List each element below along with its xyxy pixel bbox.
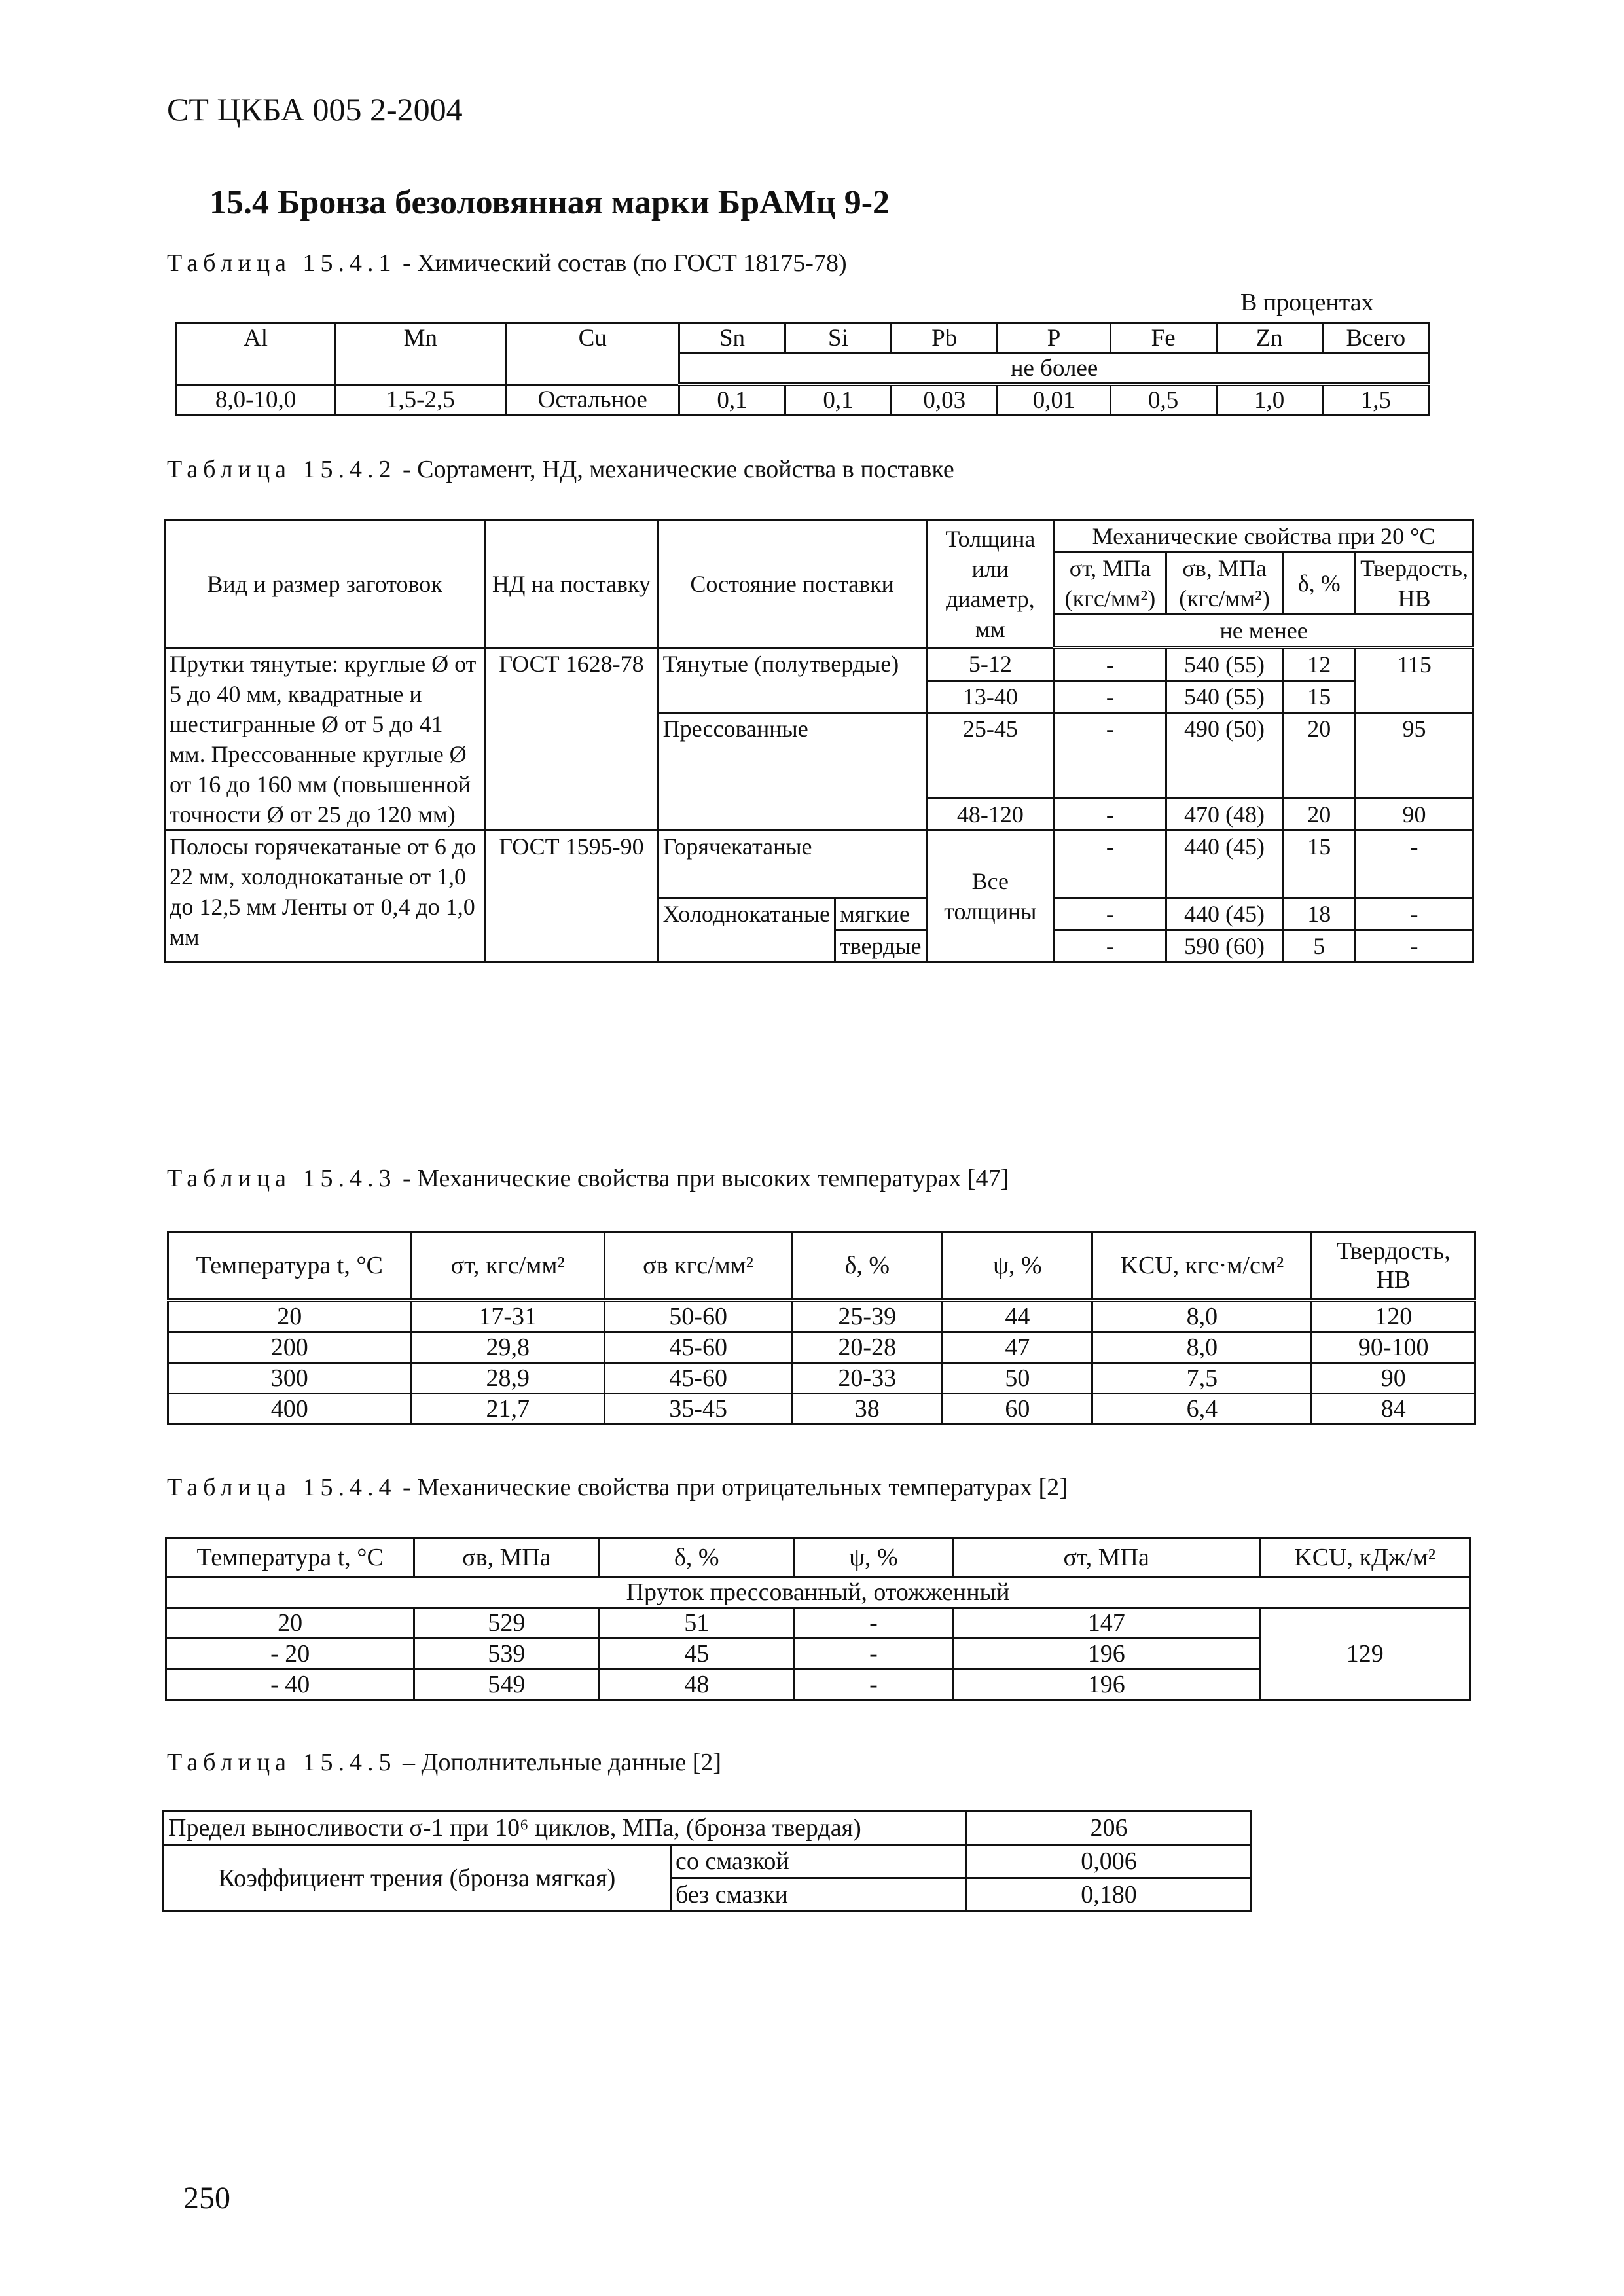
table2-cell: 15 [1283, 681, 1356, 713]
table-row [164, 1812, 1252, 1845]
table4-cell: - [794, 1669, 952, 1700]
table2-state-hard: твердые [835, 930, 927, 962]
table1-header-cell: Si [785, 323, 891, 354]
table3-cell: 8,0 [1092, 1332, 1312, 1363]
table4-cell: - 40 [166, 1669, 414, 1700]
table5-endurance-value: 206 [967, 1812, 1252, 1845]
table-row [164, 1845, 1252, 1878]
table3-header-row [168, 1232, 1475, 1301]
table1-data-row [177, 384, 1430, 416]
table5-without-lubrication-value: 0,180 [967, 1878, 1252, 1912]
table3-cell: 50-60 [605, 1300, 792, 1332]
table2-kind-rods: Прутки тянутые: круглые Ø от 5 до 40 мм, квадратные и шестигранные Ø от 5 до 41 мм. Прессованные круглые Ø от 16 до 160 мм (повышенной точности Ø от 25 до 120 мм) [165, 647, 485, 830]
table5-with-lubrication: со смазкой [671, 1845, 967, 1878]
table-row [168, 1394, 1475, 1425]
table2-header-row [165, 520, 1473, 553]
table1-cell: 0,1 [785, 384, 891, 416]
table2-header-nd: НД на поставку [485, 520, 659, 648]
table1-header-cell: P [998, 323, 1110, 354]
table2-assortment [164, 519, 1474, 963]
table4-cell: 45 [599, 1639, 794, 1669]
table1-header-cell: Al [177, 323, 335, 385]
table3-high-temperature [167, 1231, 1476, 1425]
table1-header-cell: Fe [1110, 323, 1216, 354]
table2-cell: - [1055, 798, 1166, 830]
table2-header-sigma-v: σв, МПа (кгс/мм²) [1166, 553, 1283, 615]
table3-cell: 8,0 [1092, 1300, 1312, 1332]
document-code: СТ ЦКБА 005 2-2004 [167, 91, 463, 128]
table1-units: В процентах [1240, 289, 1374, 316]
table3-cell: 29,8 [411, 1332, 605, 1363]
table1-cell: 0,03 [891, 384, 998, 416]
table1-cell: 8,0-10,0 [177, 384, 335, 416]
table1-header-cell: Всего [1322, 323, 1429, 354]
table4-cell: 48 [599, 1669, 794, 1700]
table4-header-cell: ψ, % [794, 1539, 952, 1577]
table4-low-temperature [165, 1537, 1471, 1701]
table5-friction-label: Коэффициент трения (бронза мягкая) [164, 1845, 671, 1912]
table2-cell: 115 [1356, 647, 1473, 713]
table3-header-cell: Твердость, НВ [1312, 1232, 1475, 1301]
table4-cell: 549 [414, 1669, 599, 1700]
table2-state-pressed: Прессованные [658, 713, 926, 831]
table2-cell: 490 (50) [1166, 713, 1283, 799]
table2-header-thickness: Толщина или диаметр, мм [926, 520, 1055, 648]
table2-cell: - [1055, 713, 1166, 799]
table2-cell: - [1055, 647, 1166, 681]
table2-cell: 18 [1283, 898, 1356, 930]
table2-cell: - [1055, 898, 1166, 930]
table1-header-cell: Pb [891, 323, 998, 354]
table2-cell: - [1055, 930, 1166, 962]
table5-without-lubrication: без смазки [671, 1878, 967, 1912]
table5-caption-label: Таблица 15.4.5 [167, 1749, 397, 1776]
table-row [168, 1332, 1475, 1363]
table-row [168, 1300, 1475, 1332]
table3-cell: 90-100 [1312, 1332, 1475, 1363]
table4-header-row [166, 1539, 1470, 1577]
table3-cell: 45-60 [605, 1332, 792, 1363]
table3-cell: 35-45 [605, 1394, 792, 1425]
table4-header-cell: δ, % [599, 1539, 794, 1577]
table3-cell: 400 [168, 1394, 411, 1425]
table3-cell: 47 [943, 1332, 1092, 1363]
table2-state-cold: Холоднокатаные [658, 898, 835, 962]
table1-caption [167, 249, 847, 278]
table4-cell: 196 [952, 1669, 1260, 1700]
table1-header-cell: Sn [679, 323, 785, 354]
table1-cell: 1,0 [1216, 384, 1322, 416]
table2-caption [167, 455, 954, 484]
table3-header-cell: σт, кгс/мм² [411, 1232, 605, 1301]
table4-group-row [166, 1577, 1470, 1608]
table3-caption-label: Таблица 15.4.3 [167, 1165, 397, 1192]
table4-caption [167, 1473, 1068, 1502]
page-number: 250 [183, 2181, 230, 2215]
table2-cell: 540 (55) [1166, 681, 1283, 713]
table3-caption-text: - Механические свойства при высоких температурах [47] [396, 1165, 1009, 1192]
table2-cell: 20 [1283, 713, 1356, 799]
table2-header-mech: Механические свойства при 20 °С [1055, 520, 1473, 553]
table2-cell: 90 [1356, 798, 1473, 830]
table2-cell: 470 (48) [1166, 798, 1283, 830]
table3-cell: 200 [168, 1332, 411, 1363]
table-row [165, 647, 1473, 681]
table2-state-hot: Горячекатаные [658, 830, 926, 898]
table2-header-kind: Вид и размер заготовок [165, 520, 485, 648]
table2-kind-strips: Полосы горячекатаные от 6 до 22 мм, холоднокатаные от 1,0 до 12,5 мм Ленты от 0,4 до 1,0 мм [165, 830, 485, 962]
table2-header-min: не менее [1055, 615, 1473, 648]
table3-cell: 25-39 [792, 1300, 943, 1332]
table1-cell: 0,5 [1110, 384, 1216, 416]
table3-cell: 50 [943, 1363, 1092, 1394]
table4-kcu-value: 129 [1260, 1608, 1470, 1700]
table5-with-lubrication-value: 0,006 [967, 1845, 1252, 1878]
table3-cell: 21,7 [411, 1394, 605, 1425]
table3-cell: 20 [168, 1300, 411, 1332]
table2-cell: 25-45 [926, 713, 1055, 799]
table3-header-cell: σв кгс/мм² [605, 1232, 792, 1301]
table2-cell: 15 [1283, 830, 1356, 898]
table1-cell: 0,1 [679, 384, 785, 416]
table3-cell: 20-33 [792, 1363, 943, 1394]
table3-caption [167, 1164, 1009, 1193]
table1-header-row [177, 323, 1430, 354]
table2-state-soft: мягкие [835, 898, 927, 930]
table3-cell: 6,4 [1092, 1394, 1312, 1425]
table4-cell: - [794, 1639, 952, 1669]
table1-cell: 0,01 [998, 384, 1110, 416]
table3-header-cell: Температура t, °С [168, 1232, 411, 1301]
table4-cell: - 20 [166, 1639, 414, 1669]
table2-header-state: Состояние поставки [658, 520, 926, 648]
table3-cell: 44 [943, 1300, 1092, 1332]
table5-caption [167, 1748, 721, 1777]
table1-header-cell: Mn [335, 323, 506, 385]
table2-cell: 540 (55) [1166, 647, 1283, 681]
table2-caption-text: - Сортамент, НД, механические свойства в поставке [396, 456, 954, 483]
table2-cell: 48-120 [926, 798, 1055, 830]
table2-cell: 20 [1283, 798, 1356, 830]
table4-cell: 539 [414, 1639, 599, 1669]
table2-cell: 440 (45) [1166, 898, 1283, 930]
table2-cell: 440 (45) [1166, 830, 1283, 898]
table3-cell: 28,9 [411, 1363, 605, 1394]
table3-cell: 7,5 [1092, 1363, 1312, 1394]
table4-cell: 529 [414, 1608, 599, 1639]
table4-header-cell: KCU, кДж/м² [1260, 1539, 1470, 1577]
table3-header-cell: ψ, % [943, 1232, 1092, 1301]
table4-group-label: Пруток прессованный, отожженный [166, 1577, 1470, 1608]
table2-nd-rods: ГОСТ 1628-78 [485, 647, 659, 830]
table3-cell: 45-60 [605, 1363, 792, 1394]
table5-endurance-label: Предел выносливости σ-1 при 10⁶ циклов, МПа, (бронза твердая) [164, 1812, 967, 1845]
table3-cell: 60 [943, 1394, 1092, 1425]
table2-cell: - [1356, 830, 1473, 898]
table1-caption-text: - Химический состав (по ГОСТ 18175-78) [396, 249, 847, 277]
table2-cell: 5 [1283, 930, 1356, 962]
table5-additional-data [162, 1810, 1252, 1912]
table4-header-cell: σв, МПа [414, 1539, 599, 1577]
table4-cell: 20 [166, 1608, 414, 1639]
table-row [168, 1363, 1475, 1394]
table2-header-hb: Твердость, НВ [1356, 553, 1473, 615]
table5-caption-text: – Дополнительные данные [2] [396, 1749, 721, 1776]
table2-cell: 13-40 [926, 681, 1055, 713]
table1-chemical-composition [175, 322, 1430, 416]
table1-cell: Остальное [506, 384, 679, 416]
table2-nd-strips: ГОСТ 1595-90 [485, 830, 659, 962]
table2-state-drawn: Тянутые (полутвердые) [658, 647, 926, 713]
table3-header-cell: δ, % [792, 1232, 943, 1301]
table2-thickness-all: Все толщины [926, 830, 1055, 962]
table3-cell: 120 [1312, 1300, 1475, 1332]
table4-caption-text: - Механические свойства при отрицательных температурах [2] [396, 1474, 1068, 1501]
table-row [166, 1608, 1470, 1639]
table2-cell: 95 [1356, 713, 1473, 799]
table2-cell: - [1356, 930, 1473, 962]
table4-cell: 196 [952, 1639, 1260, 1669]
section-title: 15.4 Бронза безоловянная марки БрАМц 9-2 [209, 184, 890, 221]
table3-cell: 90 [1312, 1363, 1475, 1394]
table3-cell: 300 [168, 1363, 411, 1394]
table4-caption-label: Таблица 15.4.4 [167, 1474, 397, 1501]
table1-header-cell: Zn [1216, 323, 1322, 354]
table3-cell: 17-31 [411, 1300, 605, 1332]
table2-cell: - [1055, 830, 1166, 898]
table3-cell: 84 [1312, 1394, 1475, 1425]
table-row [165, 830, 1473, 898]
table3-cell: 38 [792, 1394, 943, 1425]
table1-caption-label: Таблица 15.4.1 [167, 249, 397, 277]
table2-header-sigma-t: σт, МПа (кгс/мм²) [1055, 553, 1166, 615]
table2-cell: - [1055, 681, 1166, 713]
table1-header-cell: Cu [506, 323, 679, 385]
table4-header-cell: σт, МПа [952, 1539, 1260, 1577]
table4-cell: - [794, 1608, 952, 1639]
table4-cell: 51 [599, 1608, 794, 1639]
table3-header-cell: KCU, кгс·м/см² [1092, 1232, 1312, 1301]
table4-header-cell: Температура t, °С [166, 1539, 414, 1577]
table4-cell: 147 [952, 1608, 1260, 1639]
table3-cell: 20-28 [792, 1332, 943, 1363]
table2-cell: - [1356, 898, 1473, 930]
table2-header-delta: δ, % [1283, 553, 1356, 615]
table2-cell: 5-12 [926, 647, 1055, 681]
table1-cell: 1,5-2,5 [335, 384, 506, 416]
table1-subheader: не более [679, 354, 1430, 385]
table1-cell: 1,5 [1322, 384, 1429, 416]
table2-cell: 590 (60) [1166, 930, 1283, 962]
table2-caption-label: Таблица 15.4.2 [167, 456, 397, 483]
table2-cell: 12 [1283, 647, 1356, 681]
